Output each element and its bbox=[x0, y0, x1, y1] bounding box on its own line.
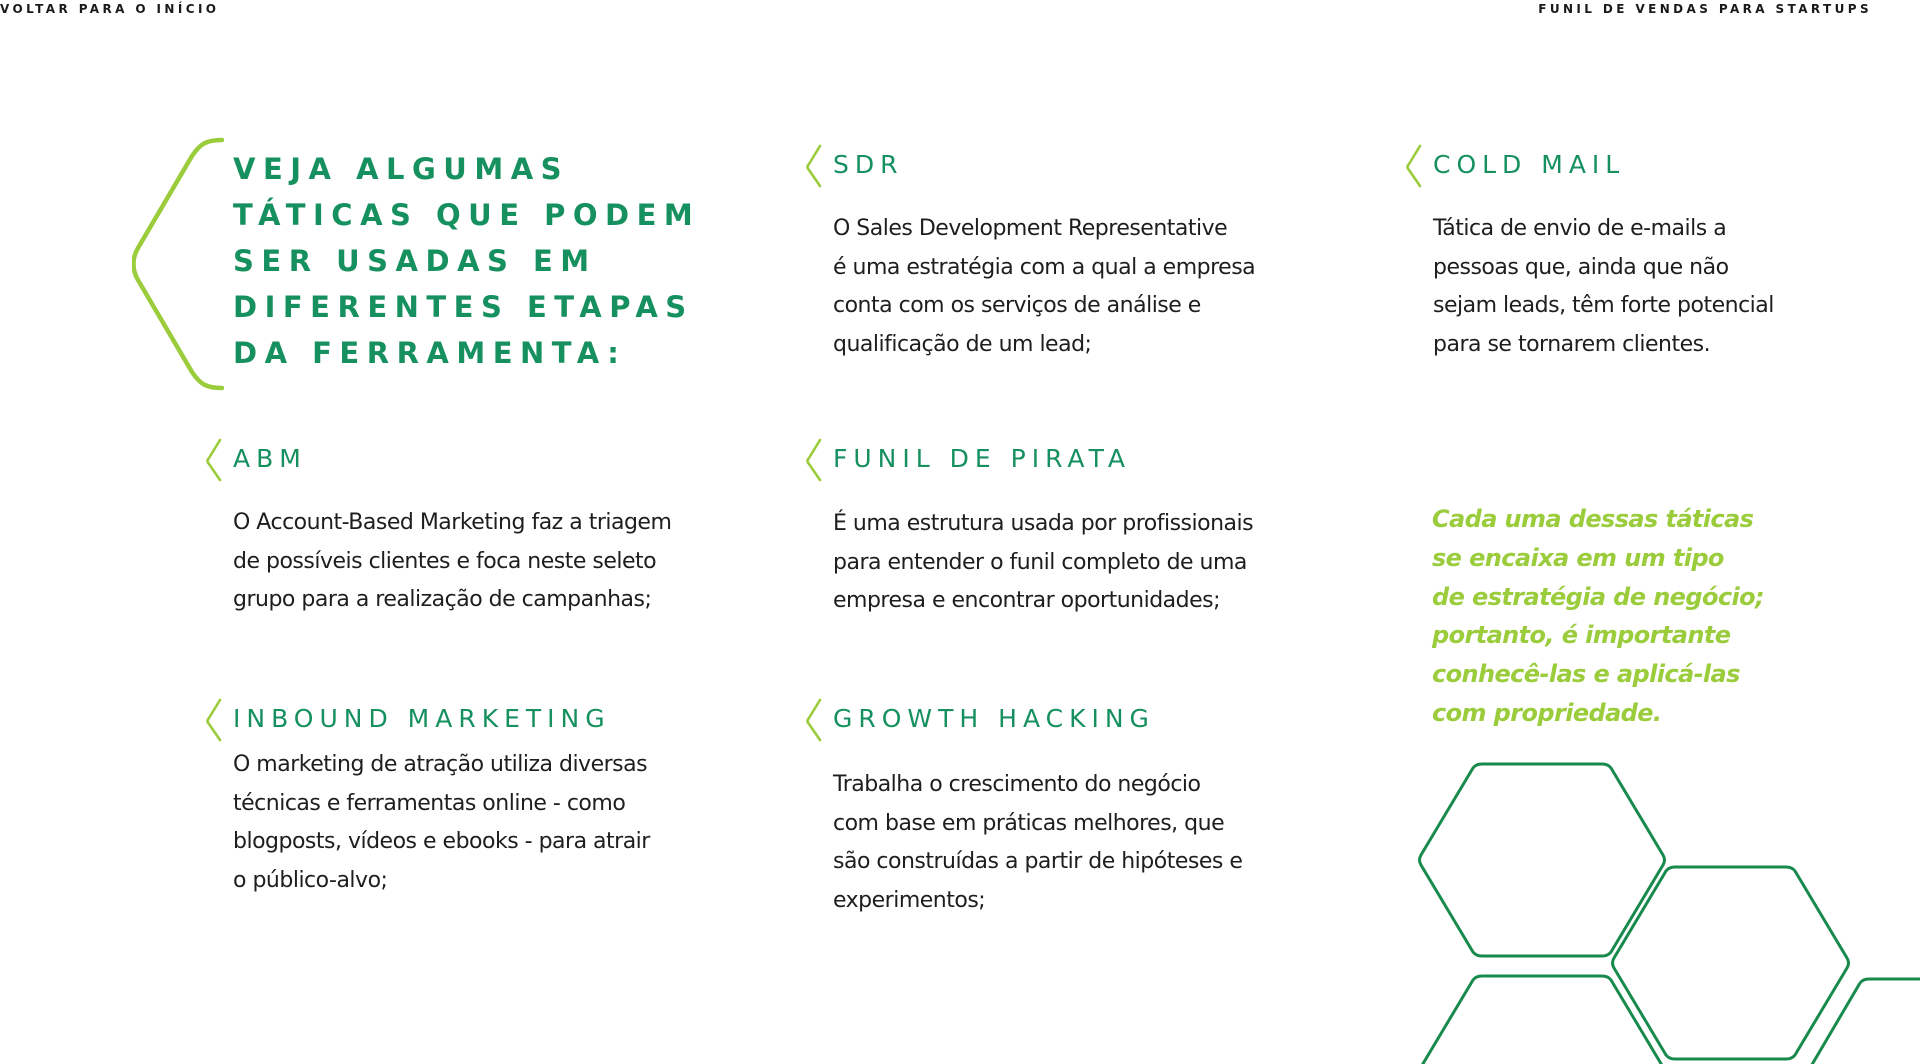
bracket-icon bbox=[805, 438, 823, 482]
text-line: O Sales Development Representative bbox=[833, 216, 1228, 241]
heading-line: SER USADAS EM bbox=[233, 244, 597, 278]
tactic-description bbox=[833, 505, 1313, 621]
text-line: blogposts, vídeos e ebooks - para atrair bbox=[233, 829, 650, 855]
tactic-description bbox=[833, 766, 1313, 920]
hexagon-pattern-icon bbox=[1400, 750, 1920, 1064]
text-line: de possíveis clientes e foca neste seleto bbox=[233, 548, 657, 574]
bracket-icon bbox=[205, 698, 223, 742]
text-line: grupo para a realização de campanhas; bbox=[233, 587, 652, 613]
tactic-title: GROWTH HACKING bbox=[833, 704, 1155, 733]
text-line: para entender o funil completo de uma bbox=[833, 549, 1247, 575]
tactic-description bbox=[833, 210, 1293, 364]
tactic-description bbox=[233, 746, 713, 900]
callout-line: portanto, é importante bbox=[1432, 621, 1731, 650]
back-to-start-link[interactable]: VOLTAR PARA O INÍCIO bbox=[0, 2, 220, 16]
callout-line: com propriedade. bbox=[1432, 698, 1662, 727]
text-line: sejam leads, têm forte potencial bbox=[1433, 293, 1774, 319]
text-line: é uma estratégia com a qual a empresa bbox=[833, 254, 1256, 280]
tactic-inbound-marketing bbox=[233, 698, 713, 900]
callout-line: Cada uma dessas táticas bbox=[1432, 505, 1754, 533]
text-line: pessoas que, ainda que não bbox=[1433, 254, 1729, 280]
callout-text bbox=[1432, 500, 1764, 733]
bracket-icon bbox=[1405, 144, 1423, 188]
text-line: experimentos; bbox=[833, 887, 986, 913]
bracket-icon bbox=[805, 698, 823, 742]
text-line: são construídas a partir de hipóteses e bbox=[833, 849, 1243, 875]
tactic-cold-mail bbox=[1433, 144, 1873, 364]
text-line: conta com os serviços de análise e bbox=[833, 293, 1201, 319]
text-line: O marketing de atração utiliza diversas bbox=[233, 752, 648, 777]
text-line: O Account-Based Marketing faz a triagem bbox=[233, 510, 672, 535]
heading-line: VEJA ALGUMAS bbox=[233, 152, 570, 186]
tactic-title: FUNIL DE PIRATA bbox=[833, 444, 1132, 473]
tactic-description bbox=[233, 504, 713, 620]
text-line: Trabalha o crescimento do negócio bbox=[833, 772, 1201, 797]
bracket-icon bbox=[805, 144, 823, 188]
heading-line: DA FERRAMENTA: bbox=[233, 336, 627, 370]
tactic-title: ABM bbox=[233, 444, 307, 473]
heading-bracket-icon bbox=[132, 136, 224, 392]
callout-line: se encaixa em um tipo bbox=[1432, 543, 1724, 572]
tactic-funil-pirata bbox=[833, 438, 1313, 621]
tactic-title: SDR bbox=[833, 150, 904, 179]
tactic-abm bbox=[233, 438, 713, 620]
tactic-title: COLD MAIL bbox=[1433, 150, 1626, 179]
text-line: técnicas e ferramentas online - como bbox=[233, 790, 626, 816]
text-line: qualificação de um lead; bbox=[833, 331, 1092, 357]
text-line: É uma estrutura usada por profissionais bbox=[833, 511, 1254, 536]
tactic-title: INBOUND MARKETING bbox=[233, 704, 611, 733]
page-heading bbox=[233, 146, 700, 376]
tactic-description bbox=[1433, 210, 1873, 364]
tactic-growth-hacking bbox=[833, 698, 1313, 920]
callout-line: conhecê-las e aplicá-las bbox=[1432, 660, 1740, 689]
text-line: Tática de envio de e-mails a bbox=[1433, 216, 1727, 241]
text-line: empresa e encontrar oportunidades; bbox=[833, 588, 1221, 614]
callout-line: de estratégia de negócio; bbox=[1432, 582, 1764, 611]
text-line: o público-alvo; bbox=[233, 867, 388, 893]
tactic-sdr bbox=[833, 144, 1293, 364]
heading-line: DIFERENTES ETAPAS bbox=[233, 290, 694, 324]
section-title: FUNIL DE VENDAS PARA STARTUPS bbox=[1538, 2, 1872, 16]
heading-line: TÁTICAS QUE PODEM bbox=[233, 198, 701, 232]
bracket-icon bbox=[205, 438, 223, 482]
text-line: com base em práticas melhores, que bbox=[833, 810, 1225, 836]
text-line: para se tornarem clientes. bbox=[1433, 331, 1711, 357]
